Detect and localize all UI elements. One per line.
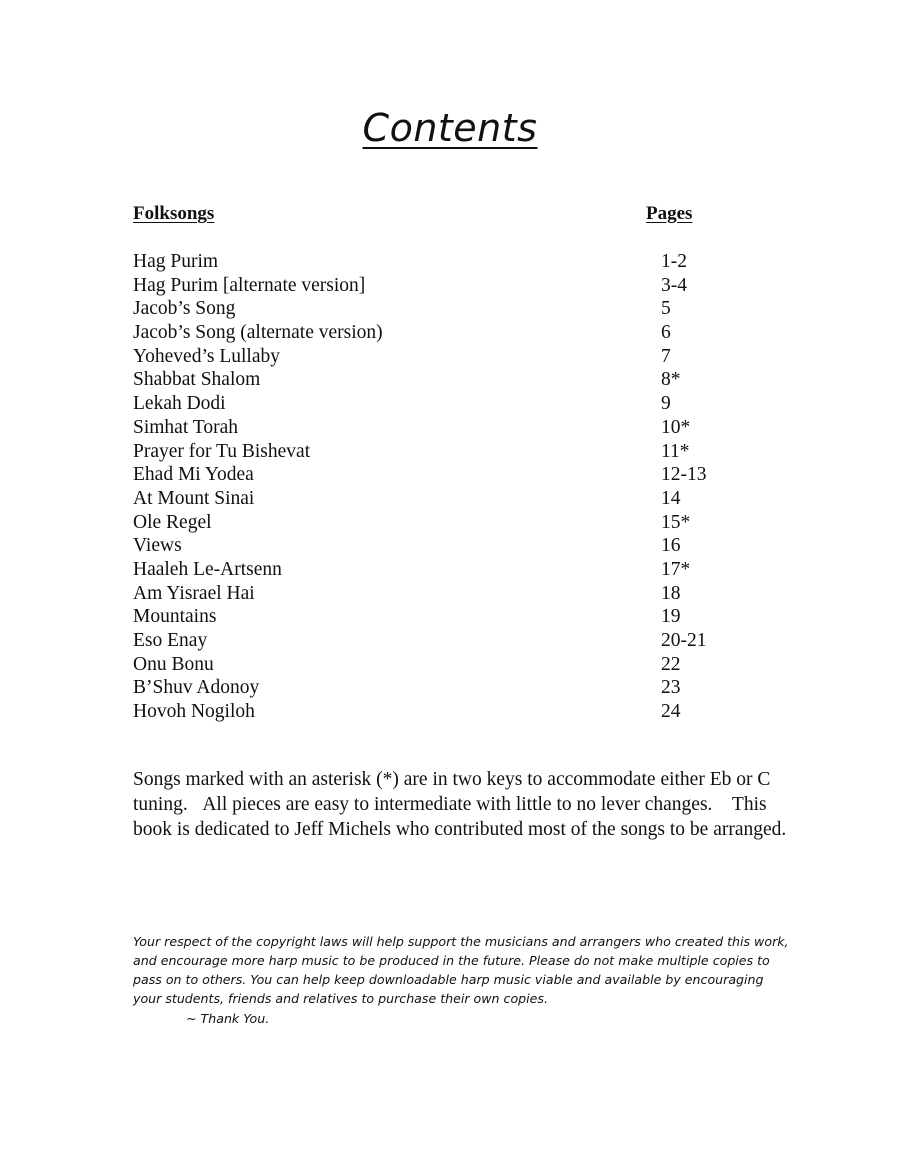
toc-entry bbox=[133, 629, 773, 653]
toc-title: Haaleh Le-Artsenn bbox=[133, 558, 282, 580]
toc-pages: 9 bbox=[661, 393, 671, 415]
toc-pages: 19 bbox=[661, 606, 681, 628]
toc-pages: 6 bbox=[661, 322, 671, 344]
toc-title: Mountains bbox=[133, 606, 217, 628]
toc-title: Hag Purim bbox=[133, 251, 219, 272]
toc-pages: 24 bbox=[661, 701, 681, 723]
toc-entry bbox=[133, 558, 773, 582]
toc-title: Eso Enay bbox=[133, 630, 208, 651]
toc-entry bbox=[133, 392, 773, 416]
thank-you-line: ~ Thank You. bbox=[186, 1011, 270, 1026]
toc-pages: 17* bbox=[661, 558, 691, 580]
toc-title: Hag Purim [alternate version] bbox=[133, 274, 366, 296]
toc-pages: 15* bbox=[661, 511, 691, 533]
toc-pages: 3-4 bbox=[661, 274, 687, 296]
toc-title: Yoheved’s Lullaby bbox=[133, 345, 280, 367]
toc-entry bbox=[133, 274, 773, 298]
toc-title: B’Shuv Adonoy bbox=[133, 677, 260, 699]
toc-title: Shabbat Shalom bbox=[133, 369, 261, 391]
toc-title: At Mount Sinai bbox=[133, 487, 255, 509]
toc-entry bbox=[133, 487, 773, 511]
toc-title: Onu Bonu bbox=[133, 653, 214, 675]
toc-title: Simhat Torah bbox=[133, 416, 238, 438]
toc-entry bbox=[133, 416, 773, 440]
toc-pages: 8* bbox=[661, 369, 681, 391]
toc-pages: 11* bbox=[661, 440, 690, 462]
toc-title: Ole Regel bbox=[133, 511, 212, 533]
toc-pages: 14 bbox=[661, 487, 681, 509]
toc-entry bbox=[133, 653, 773, 677]
page-title: Contents bbox=[362, 106, 538, 150]
toc-title: Am Yisrael Hai bbox=[133, 582, 255, 604]
toc-pages: 23 bbox=[661, 677, 681, 699]
toc-title: Views bbox=[133, 535, 182, 557]
toc-pages: 10* bbox=[661, 416, 691, 438]
toc-pages: 18 bbox=[661, 582, 681, 604]
toc-title: Lekah Dodi bbox=[133, 393, 226, 415]
toc-entry bbox=[133, 297, 773, 321]
toc-title: Hovoh Nogiloh bbox=[133, 701, 255, 723]
toc-title: Jacob’s Song (alternate version) bbox=[133, 322, 383, 344]
toc-entry bbox=[133, 534, 773, 558]
copyright-notice: Your respect of the copyright laws will help support the musicians and arrangers who created this work, and encourage more harp music to be produced in the future. Please do not make multiple copies to pass on to others. You can help keep downloadable harp music viable and available by encouraging your students, friends and relatives to purchase their own copies. bbox=[133, 934, 789, 1006]
toc-title: Jacob’s Song bbox=[133, 298, 236, 320]
asterisk-note: Songs marked with an asterisk (*) are in two keys to accommodate either Eb or C tuning. All pieces are easy to intermediate with little to no lever changes. This book is dedicated to Jeff Michels who contributed most of the songs to be arranged. bbox=[133, 769, 787, 840]
toc-entry bbox=[133, 250, 773, 274]
toc-entry bbox=[133, 605, 773, 629]
toc-title: Prayer for Tu Bishevat bbox=[133, 440, 311, 462]
contents-list bbox=[133, 250, 773, 724]
toc-pages: 16 bbox=[661, 535, 681, 557]
toc-entry bbox=[133, 676, 773, 700]
folksongs-header: Folksongs bbox=[133, 203, 215, 224]
toc-pages: 12-13 bbox=[661, 464, 707, 486]
toc-entry bbox=[133, 582, 773, 606]
toc-pages: 20-21 bbox=[661, 630, 707, 651]
toc-entry bbox=[133, 700, 773, 724]
toc-pages: 7 bbox=[661, 345, 671, 367]
toc-entry bbox=[133, 368, 773, 392]
toc-pages: 1-2 bbox=[661, 251, 687, 272]
toc-pages: 5 bbox=[661, 298, 671, 320]
toc-pages: 22 bbox=[661, 653, 681, 675]
toc-entry bbox=[133, 440, 773, 464]
toc-entry bbox=[133, 345, 773, 369]
toc-entry bbox=[133, 463, 773, 487]
toc-title: Ehad Mi Yodea bbox=[133, 464, 254, 486]
pages-header: Pages bbox=[646, 203, 693, 224]
toc-entry bbox=[133, 511, 773, 535]
toc-entry bbox=[133, 321, 773, 345]
